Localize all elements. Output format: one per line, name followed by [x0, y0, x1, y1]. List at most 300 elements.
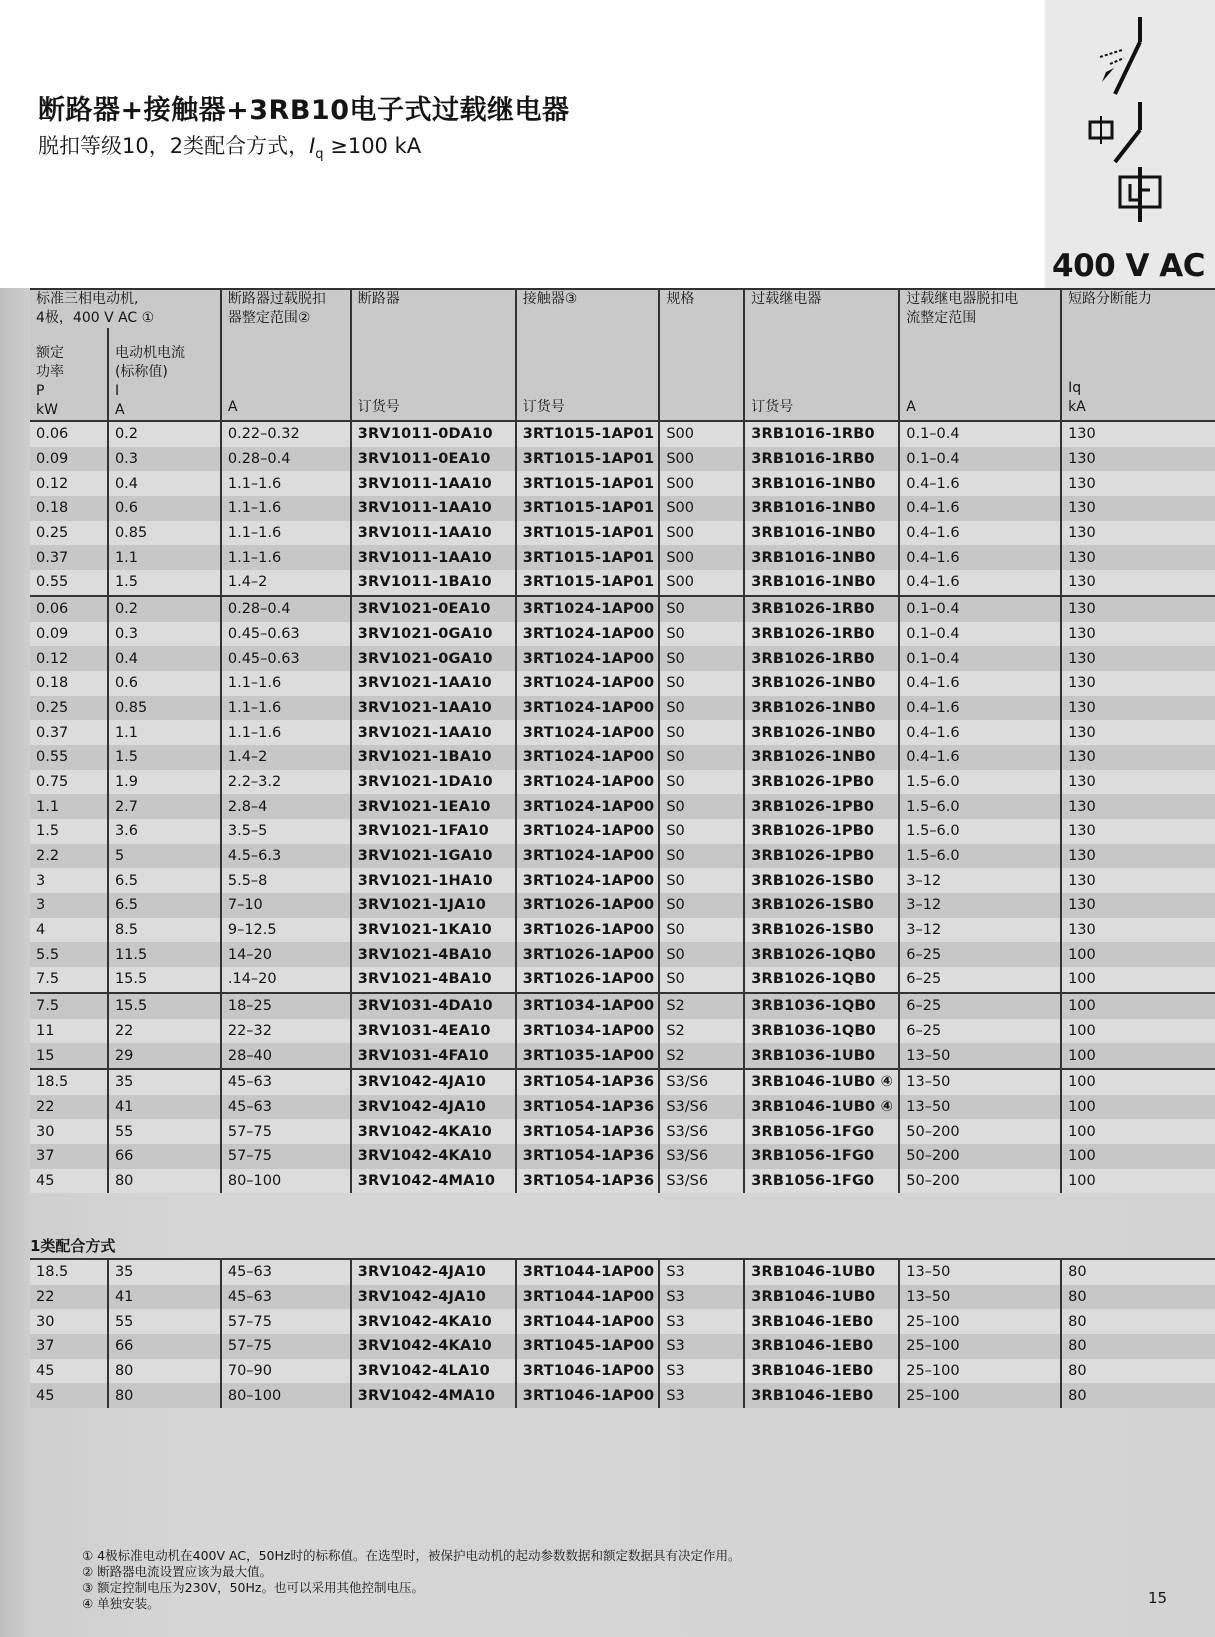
cell-setting: 45–63 — [221, 1095, 351, 1120]
header-contactor — [516, 289, 660, 421]
cell-size: S3 — [659, 1334, 744, 1359]
cell-breaking: 80 — [1061, 1259, 1215, 1285]
cell-current: 1.5 — [108, 570, 221, 596]
cell-size: S0 — [659, 696, 744, 721]
cell-power: 22 — [30, 1285, 108, 1310]
cell-overload: 3RB1026-1SB0 — [744, 893, 899, 918]
cell-breaker: 3RV1021-1DA10 — [351, 770, 516, 795]
cell-power: 1.1 — [30, 794, 108, 819]
cell-breaking: 100 — [1061, 1169, 1215, 1194]
cell-current: 5 — [108, 844, 221, 869]
cell-ol-range: 1.5–6.0 — [899, 794, 1061, 819]
subtitle-suffix: ≥100 kA — [323, 134, 422, 158]
cell-overload: 3RB1026-1NB0 — [744, 745, 899, 770]
cell-power: 37 — [30, 1144, 108, 1169]
cell-power: 0.25 — [30, 521, 108, 546]
table-row — [30, 1119, 1215, 1144]
table-body — [30, 421, 1215, 1193]
cell-current: 1.1 — [108, 545, 221, 570]
cell-size: S00 — [659, 471, 744, 496]
cell-power: 1.5 — [30, 819, 108, 844]
cell-contactor: 3RT1034-1AP00 — [516, 993, 660, 1019]
header-overload-sub: 订货号 — [751, 399, 794, 415]
cell-power: 0.18 — [30, 496, 108, 521]
cell-contactor: 3RT1024-1AP00 — [516, 671, 660, 696]
cell-power: 0.25 — [30, 696, 108, 721]
cell-overload: 3RB1046-1EB0 — [744, 1334, 899, 1359]
header-setting-range — [221, 289, 351, 421]
table-row — [30, 696, 1215, 721]
cell-breaking: 100 — [1061, 1095, 1215, 1120]
cell-setting: 57–75 — [221, 1309, 351, 1334]
cell-breaking: 100 — [1061, 942, 1215, 967]
table-row — [30, 720, 1215, 745]
cell-setting: 18–25 — [221, 993, 351, 1019]
cell-size: S2 — [659, 1019, 744, 1044]
cell-contactor: 3RT1024-1AP00 — [516, 596, 660, 622]
header-motor-line1: 标准三相电动机, — [36, 291, 139, 307]
header-motor — [30, 289, 221, 328]
cell-overload: 3RB1036-1QB0 — [744, 1019, 899, 1044]
cell-power: 18.5 — [30, 1259, 108, 1285]
header-breaker — [351, 289, 516, 421]
cell-current: 22 — [108, 1019, 221, 1044]
cell-contactor: 3RT1054-1AP36 — [516, 1095, 660, 1120]
cell-contactor: 3RT1024-1AP00 — [516, 868, 660, 893]
cell-breaking: 100 — [1061, 993, 1215, 1019]
type1-table — [30, 1258, 1215, 1408]
cell-overload: 3RB1026-1NB0 — [744, 720, 899, 745]
header-contactor-label: 接触器③ — [522, 291, 578, 307]
cell-overload: 3RB1026-1RB0 — [744, 646, 899, 671]
table-row — [30, 819, 1215, 844]
table-row — [30, 1144, 1215, 1169]
cell-ol-range: 0.1–0.4 — [899, 622, 1061, 647]
table-row — [30, 447, 1215, 472]
cell-size: S0 — [659, 893, 744, 918]
cell-ol-range: 25–100 — [899, 1334, 1061, 1359]
header-power: 额定 功率 P kW — [30, 328, 108, 421]
cell-contactor: 3RT1024-1AP00 — [516, 770, 660, 795]
cell-contactor: 3RT1015-1AP01 — [516, 521, 660, 546]
cell-setting: 1.1–1.6 — [221, 696, 351, 721]
cell-size: S3 — [659, 1285, 744, 1310]
type1-table-body — [30, 1259, 1215, 1408]
cell-contactor: 3RT1034-1AP00 — [516, 1019, 660, 1044]
cell-breaker: 3RV1042-4KA10 — [351, 1119, 516, 1144]
cell-ol-range: 13–50 — [899, 1095, 1061, 1120]
cell-ol-range: 0.4–1.6 — [899, 720, 1061, 745]
table-row — [30, 745, 1215, 770]
cell-setting: 14–20 — [221, 942, 351, 967]
cell-current: 0.2 — [108, 421, 221, 447]
cell-current: 29 — [108, 1043, 221, 1069]
table-row — [30, 942, 1215, 967]
cell-current: 0.4 — [108, 471, 221, 496]
cell-power: 45 — [30, 1383, 108, 1408]
cell-overload: 3RB1056-1FG0 — [744, 1144, 899, 1169]
cell-ol-range: 1.5–6.0 — [899, 844, 1061, 869]
cell-overload: 3RB1026-1RB0 — [744, 622, 899, 647]
cell-contactor: 3RT1024-1AP00 — [516, 819, 660, 844]
cell-breaking: 80 — [1061, 1359, 1215, 1384]
table-row — [30, 646, 1215, 671]
cell-ol-range: 6–25 — [899, 967, 1061, 993]
cell-size: S3/S6 — [659, 1119, 744, 1144]
cell-ol-range: 0.1–0.4 — [899, 421, 1061, 447]
cell-contactor: 3RT1026-1AP00 — [516, 918, 660, 943]
cell-current: 1.9 — [108, 770, 221, 795]
cell-size: S0 — [659, 868, 744, 893]
cell-contactor: 3RT1046-1AP00 — [516, 1383, 660, 1408]
cell-overload: 3RB1026-1SB0 — [744, 868, 899, 893]
header-breaker-sub: 订货号 — [357, 399, 400, 415]
header-setting-range-label: 断路器过载脱扣 器整定范围② — [227, 291, 326, 326]
cell-ol-range: 25–100 — [899, 1309, 1061, 1334]
cell-power: 0.06 — [30, 421, 108, 447]
cell-overload: 3RB1046-1EB0 — [744, 1359, 899, 1384]
cell-size: S3/S6 — [659, 1069, 744, 1095]
cell-breaker: 3RV1042-4KA10 — [351, 1144, 516, 1169]
cell-breaker: 3RV1042-4MA10 — [351, 1383, 516, 1408]
cell-contactor: 3RT1015-1AP01 — [516, 471, 660, 496]
cell-breaking: 130 — [1061, 622, 1215, 647]
cell-current: 0.6 — [108, 496, 221, 521]
cell-breaker: 3RV1031-4FA10 — [351, 1043, 516, 1069]
cell-breaker: 3RV1021-1AA10 — [351, 696, 516, 721]
cell-breaking: 80 — [1061, 1309, 1215, 1334]
header-motor-line2: 4极，400 V AC ① — [36, 310, 155, 326]
cell-breaker: 3RV1042-4MA10 — [351, 1169, 516, 1194]
cell-overload: 3RB1056-1FG0 — [744, 1119, 899, 1144]
cell-ol-range: 0.4–1.6 — [899, 545, 1061, 570]
cell-breaking: 80 — [1061, 1285, 1215, 1310]
cell-size: S3 — [659, 1259, 744, 1285]
header-ol-range-label: 过载继电器脱扣电 流整定范围 — [906, 291, 1019, 326]
cell-breaker: 3RV1021-1AA10 — [351, 720, 516, 745]
cell-contactor: 3RT1054-1AP36 — [516, 1169, 660, 1194]
cell-ol-range: 25–100 — [899, 1359, 1061, 1384]
cell-breaker: 3RV1021-0GA10 — [351, 646, 516, 671]
cell-setting: 1.1–1.6 — [221, 496, 351, 521]
cell-setting: 5.5–8 — [221, 868, 351, 893]
selection-table — [30, 288, 1215, 1193]
cell-power: 22 — [30, 1095, 108, 1120]
cell-size: S0 — [659, 671, 744, 696]
cell-contactor: 3RT1024-1AP00 — [516, 646, 660, 671]
cell-breaking: 130 — [1061, 521, 1215, 546]
cell-ol-range: 3–12 — [899, 868, 1061, 893]
cell-current: 11.5 — [108, 942, 221, 967]
table-row — [30, 844, 1215, 869]
cell-breaking: 130 — [1061, 720, 1215, 745]
cell-setting: 57–75 — [221, 1144, 351, 1169]
cell-breaking: 80 — [1061, 1383, 1215, 1408]
cell-overload: 3RB1026-1QB0 — [744, 942, 899, 967]
cell-breaking: 130 — [1061, 696, 1215, 721]
cell-ol-range: 50–200 — [899, 1119, 1061, 1144]
cell-breaking: 100 — [1061, 1043, 1215, 1069]
cell-breaker: 3RV1042-4JA10 — [351, 1095, 516, 1120]
table-row — [30, 993, 1215, 1019]
circuit-symbol-icon — [1080, 12, 1180, 222]
cell-current: 2.7 — [108, 794, 221, 819]
cell-overload: 3RB1016-1NB0 — [744, 545, 899, 570]
cell-ol-range: 6–25 — [899, 993, 1061, 1019]
cell-breaker: 3RV1021-1EA10 — [351, 794, 516, 819]
cell-ol-range: 25–100 — [899, 1383, 1061, 1408]
table-row — [30, 496, 1215, 521]
cell-setting: 1.4–2 — [221, 570, 351, 596]
table-row — [30, 893, 1215, 918]
cell-setting: 4.5–6.3 — [221, 844, 351, 869]
cell-contactor: 3RT1035-1AP00 — [516, 1043, 660, 1069]
subtitle-iq: I — [309, 134, 316, 158]
cell-breaker: 3RV1011-0DA10 — [351, 421, 516, 447]
cell-overload: 3RB1046-1UB0 — [744, 1259, 899, 1285]
cell-breaker: 3RV1021-1KA10 — [351, 918, 516, 943]
cell-setting: 1.1–1.6 — [221, 720, 351, 745]
table-row — [30, 471, 1215, 496]
cell-current: 35 — [108, 1069, 221, 1095]
cell-current: 0.85 — [108, 521, 221, 546]
cell-overload: 3RB1016-1NB0 — [744, 570, 899, 596]
cell-contactor: 3RT1015-1AP01 — [516, 496, 660, 521]
cell-overload: 3RB1016-1NB0 — [744, 496, 899, 521]
cell-ol-range: 50–200 — [899, 1144, 1061, 1169]
cell-current: 1.5 — [108, 745, 221, 770]
header-overload-label: 过载继电器 — [751, 291, 822, 307]
cell-power: 0.06 — [30, 596, 108, 622]
cell-breaker: 3RV1042-4KA10 — [351, 1309, 516, 1334]
cell-power: 11 — [30, 1019, 108, 1044]
cell-current: 80 — [108, 1169, 221, 1194]
cell-overload: 3RB1036-1QB0 — [744, 993, 899, 1019]
table-row — [30, 1383, 1215, 1408]
table-row — [30, 1309, 1215, 1334]
cell-breaker: 3RV1021-1BA10 — [351, 745, 516, 770]
cell-size: S0 — [659, 967, 744, 993]
cell-power: 4 — [30, 918, 108, 943]
cell-breaking: 130 — [1061, 844, 1215, 869]
table-row — [30, 1169, 1215, 1194]
cell-overload: 3RB1026-1PB0 — [744, 844, 899, 869]
cell-power: 0.55 — [30, 570, 108, 596]
cell-breaking: 100 — [1061, 1144, 1215, 1169]
footnote: ③ 额定控制电压为230V，50Hz。也可以采用其他控制电压。 — [82, 1580, 424, 1595]
cell-contactor: 3RT1024-1AP00 — [516, 794, 660, 819]
table-row — [30, 1095, 1215, 1120]
cell-contactor: 3RT1024-1AP00 — [516, 844, 660, 869]
cell-current: 6.5 — [108, 868, 221, 893]
cell-size: S0 — [659, 794, 744, 819]
cell-setting: 57–75 — [221, 1334, 351, 1359]
cell-current: 6.5 — [108, 893, 221, 918]
cell-size: S00 — [659, 447, 744, 472]
cell-ol-range: 3–12 — [899, 893, 1061, 918]
cell-current: 15.5 — [108, 967, 221, 993]
cell-breaker: 3RV1021-1HA10 — [351, 868, 516, 893]
footnote: ④ 单独安装。 — [82, 1596, 160, 1611]
cell-power: 0.37 — [30, 545, 108, 570]
cell-current: 0.4 — [108, 646, 221, 671]
cell-contactor: 3RT1024-1AP00 — [516, 745, 660, 770]
cell-breaking: 130 — [1061, 447, 1215, 472]
cell-power: 0.75 — [30, 770, 108, 795]
cell-power: 45 — [30, 1169, 108, 1194]
table-row — [30, 1069, 1215, 1095]
cell-setting: 70–90 — [221, 1359, 351, 1384]
cell-size: S0 — [659, 622, 744, 647]
table-row — [30, 671, 1215, 696]
cell-ol-range: 1.5–6.0 — [899, 819, 1061, 844]
cell-breaker: 3RV1042-4JA10 — [351, 1285, 516, 1310]
cell-ol-range: 0.1–0.4 — [899, 646, 1061, 671]
cell-overload: 3RB1016-1NB0 — [744, 471, 899, 496]
header-row-1 — [30, 289, 1215, 328]
cell-breaking: 130 — [1061, 545, 1215, 570]
cell-size: S0 — [659, 942, 744, 967]
header-ol-unit: A — [906, 399, 916, 415]
cell-breaking: 100 — [1061, 1069, 1215, 1095]
cell-current: 41 — [108, 1095, 221, 1120]
cell-setting: 57–75 — [221, 1119, 351, 1144]
cell-setting: 1.1–1.6 — [221, 671, 351, 696]
cell-setting: 0.22–0.32 — [221, 421, 351, 447]
table-row — [30, 421, 1215, 447]
cell-size: S00 — [659, 521, 744, 546]
cell-contactor: 3RT1046-1AP00 — [516, 1359, 660, 1384]
cell-breaker: 3RV1021-0GA10 — [351, 622, 516, 647]
cell-ol-range: 0.1–0.4 — [899, 596, 1061, 622]
cell-overload: 3RB1026-1NB0 — [744, 671, 899, 696]
cell-breaking: 130 — [1061, 794, 1215, 819]
cell-contactor: 3RT1044-1AP00 — [516, 1259, 660, 1285]
cell-setting: 0.45–0.63 — [221, 646, 351, 671]
header-size — [659, 289, 744, 421]
page-number: 15 — [1148, 1589, 1168, 1607]
cell-ol-range: 0.1–0.4 — [899, 447, 1061, 472]
cell-breaker: 3RV1042-4LA10 — [351, 1359, 516, 1384]
cell-breaking: 130 — [1061, 918, 1215, 943]
cell-current: 41 — [108, 1285, 221, 1310]
cell-breaker: 3RV1021-1FA10 — [351, 819, 516, 844]
cell-power: 0.09 — [30, 622, 108, 647]
cell-contactor: 3RT1045-1AP00 — [516, 1334, 660, 1359]
cell-ol-range: 6–25 — [899, 942, 1061, 967]
cell-current: 80 — [108, 1359, 221, 1384]
cell-setting: 80–100 — [221, 1383, 351, 1408]
cell-ol-range: 50–200 — [899, 1169, 1061, 1194]
cell-breaker: 3RV1011-1AA10 — [351, 521, 516, 546]
cell-breaking: 100 — [1061, 967, 1215, 993]
cell-breaker: 3RV1011-1BA10 — [351, 570, 516, 596]
subtitle-iq-sub: q — [315, 147, 324, 163]
cell-overload: 3RB1046-1EB0 — [744, 1309, 899, 1334]
cell-current: 66 — [108, 1334, 221, 1359]
cell-power: 15 — [30, 1043, 108, 1069]
cell-power: 0.12 — [30, 646, 108, 671]
table-row — [30, 868, 1215, 893]
cell-setting: 28–40 — [221, 1043, 351, 1069]
table-row — [30, 1359, 1215, 1384]
cell-breaking: 100 — [1061, 1019, 1215, 1044]
cell-contactor: 3RT1015-1AP01 — [516, 421, 660, 447]
cell-power: 7.5 — [30, 993, 108, 1019]
cell-size: S0 — [659, 720, 744, 745]
cell-ol-range: 0.4–1.6 — [899, 696, 1061, 721]
cell-current: 1.1 — [108, 720, 221, 745]
cell-size: S0 — [659, 844, 744, 869]
table-row — [30, 596, 1215, 622]
cell-overload: 3RB1036-1UB0 — [744, 1043, 899, 1069]
header-setting-unit: A — [227, 399, 238, 415]
cell-breaker: 3RV1021-0EA10 — [351, 596, 516, 622]
cell-overload: 3RB1026-1PB0 — [744, 794, 899, 819]
cell-setting: 7–10 — [221, 893, 351, 918]
cell-power: 0.09 — [30, 447, 108, 472]
cell-power: 0.12 — [30, 471, 108, 496]
cell-current: 8.5 — [108, 918, 221, 943]
cell-setting: 22–32 — [221, 1019, 351, 1044]
table-row — [30, 570, 1215, 596]
cell-current: 15.5 — [108, 993, 221, 1019]
table-row — [30, 770, 1215, 795]
cell-ol-range: 0.4–1.6 — [899, 745, 1061, 770]
voltage-label: 400 V AC — [1052, 248, 1206, 284]
cell-ol-range: 13–50 — [899, 1069, 1061, 1095]
cell-size: S0 — [659, 596, 744, 622]
footnote: ① 4极标准电动机在400V AC，50Hz时的标称值。在选型时，被保护电动机的起动参数数据和额定数据具有决定作用。 — [82, 1548, 741, 1563]
cell-setting: 0.28–0.4 — [221, 447, 351, 472]
cell-overload: 3RB1046-1UB0 — [744, 1285, 899, 1310]
cell-size: S3 — [659, 1383, 744, 1408]
cell-breaking: 130 — [1061, 596, 1215, 622]
cell-setting: 1.4–2 — [221, 745, 351, 770]
cell-size: S2 — [659, 993, 744, 1019]
table-row — [30, 1259, 1215, 1285]
cell-size: S0 — [659, 819, 744, 844]
header-breaking-label: 短路分断能力 — [1068, 291, 1153, 307]
cell-breaking: 130 — [1061, 819, 1215, 844]
cell-overload: 3RB1016-1RB0 — [744, 421, 899, 447]
cell-setting: 80–100 — [221, 1169, 351, 1194]
cell-overload: 3RB1046-1UB0 ④ — [744, 1069, 899, 1095]
cell-power: 3 — [30, 893, 108, 918]
cell-contactor: 3RT1015-1AP01 — [516, 545, 660, 570]
cell-setting: 2.2–3.2 — [221, 770, 351, 795]
cell-ol-range: 3–12 — [899, 918, 1061, 943]
cell-contactor: 3RT1015-1AP01 — [516, 447, 660, 472]
table-row — [30, 545, 1215, 570]
page-subtitle — [38, 130, 421, 162]
cell-setting: 3.5–5 — [221, 819, 351, 844]
cell-size: S0 — [659, 745, 744, 770]
cell-size: S3/S6 — [659, 1144, 744, 1169]
header-contactor-sub: 订货号 — [522, 399, 565, 415]
table-row — [30, 794, 1215, 819]
table-row — [30, 918, 1215, 943]
cell-breaking: 80 — [1061, 1334, 1215, 1359]
cell-power: 0.55 — [30, 745, 108, 770]
cell-setting: 1.1–1.6 — [221, 471, 351, 496]
cell-size: S00 — [659, 545, 744, 570]
header-size-label: 规格 — [666, 291, 695, 307]
subtitle-prefix: 脱扣等级10，2类配合方式， — [38, 134, 310, 158]
cell-power: 45 — [30, 1359, 108, 1384]
cell-size: S3 — [659, 1359, 744, 1384]
cell-overload: 3RB1026-1PB0 — [744, 770, 899, 795]
